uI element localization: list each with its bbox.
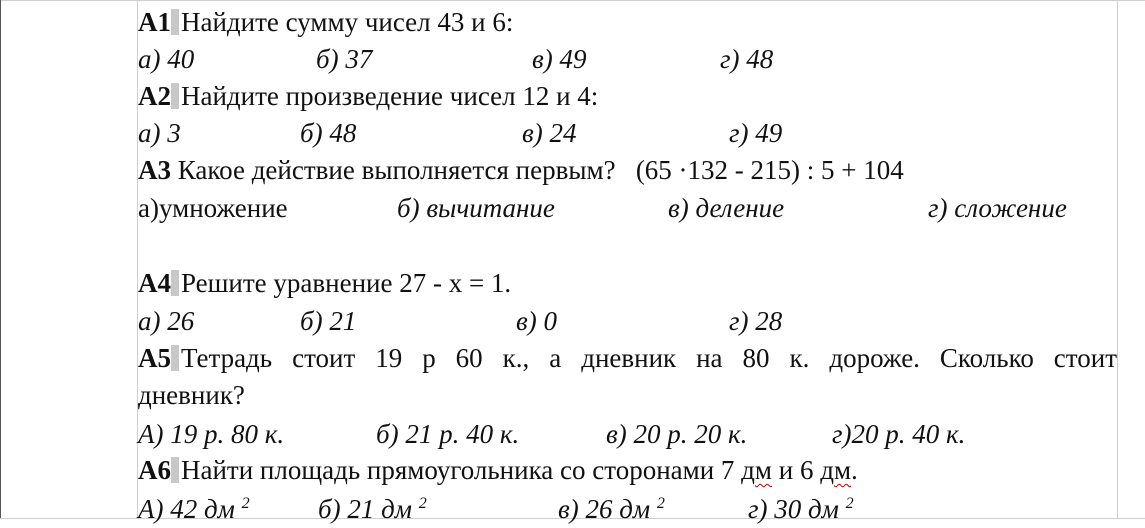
option-a: а)умножение (138, 193, 288, 223)
question-text: Найдите произведение чисел 12 и 4: (181, 81, 599, 111)
spellcheck-flagged-word: дм (741, 455, 772, 485)
question-a2 (138, 78, 598, 115)
option-d: г)20 р. 40 к. (832, 419, 966, 449)
question-text: Найти площадь прямоугольника со сторонами 7 (181, 455, 742, 485)
question-a5 (138, 340, 1117, 377)
right-text-boundary (1117, 0, 1118, 519)
option-a: а) 3 (138, 118, 181, 148)
question-a5-continuation (138, 377, 245, 414)
question-a6 (138, 452, 858, 489)
question-a3 (138, 152, 904, 189)
question-number: A1 (138, 7, 171, 37)
spellcheck-flagged-word: дм (820, 455, 852, 485)
option-text: в) 26 дм (558, 494, 651, 524)
question-a1 (138, 4, 513, 41)
option-d: г) 48 (720, 44, 774, 74)
option-d: г) 49 (729, 118, 783, 148)
option-a: а) 26 (138, 306, 195, 336)
selection-marker (171, 457, 179, 483)
option-b (318, 491, 427, 528)
option-c: в) 49 (532, 44, 587, 74)
option-a: А) 19 р. 80 к. (138, 419, 285, 449)
option-b: б) 21 (300, 306, 357, 336)
option-a (138, 491, 250, 528)
question-number: A6 (138, 455, 171, 485)
option-c: в) деление (668, 193, 785, 223)
option-d: г) 28 (729, 306, 783, 336)
option-c (558, 491, 665, 528)
option-a: а) 40 (138, 44, 195, 74)
question-text: Решите уравнение 27 - х = 1. (181, 268, 512, 298)
option-b: б) 21 р. 40 к. (376, 419, 520, 449)
option-text: г) 30 дм (748, 494, 839, 524)
option-d (748, 491, 854, 528)
selection-marker (171, 9, 179, 35)
page-top-border (0, 0, 1145, 1)
superscript: 2 (845, 495, 854, 512)
superscript: 2 (241, 495, 250, 512)
question-number: A3 (138, 155, 171, 185)
question-text: . (851, 455, 858, 485)
question-a4 (138, 265, 511, 302)
option-c: в) 0 (516, 306, 557, 336)
question-text: Какое действие выполняется первым? (65 ·132 - 215) : 5 + 104 (177, 155, 904, 185)
option-b: б) вычитание (397, 193, 555, 223)
selection-marker (171, 345, 179, 371)
option-d: г) сложение (928, 193, 1067, 223)
option-b: б) 48 (300, 118, 357, 148)
question-number: A4 (138, 268, 171, 298)
question-number: A5 (138, 343, 171, 373)
option-text: А) 42 дм (138, 494, 235, 524)
question-text: дневник? (138, 380, 245, 410)
superscript: 2 (656, 495, 665, 512)
question-text: Найдите сумму чисел 43 и 6: (181, 7, 514, 37)
selection-marker (171, 83, 179, 109)
option-c: в) 20 р. 20 к. (606, 419, 748, 449)
question-text: Тетрадь стоит 19 р 60 к., а дневник на 80 к. дороже. Сколько стоит (181, 343, 1117, 373)
option-b: б) 37 (316, 44, 373, 74)
selection-marker (171, 270, 179, 296)
window-left-border (0, 0, 1, 519)
superscript: 2 (418, 495, 427, 512)
option-text: б) 21 дм (318, 494, 412, 524)
question-text: и 6 (772, 455, 821, 485)
option-c: в) 24 (522, 118, 577, 148)
question-number: A2 (138, 81, 171, 111)
